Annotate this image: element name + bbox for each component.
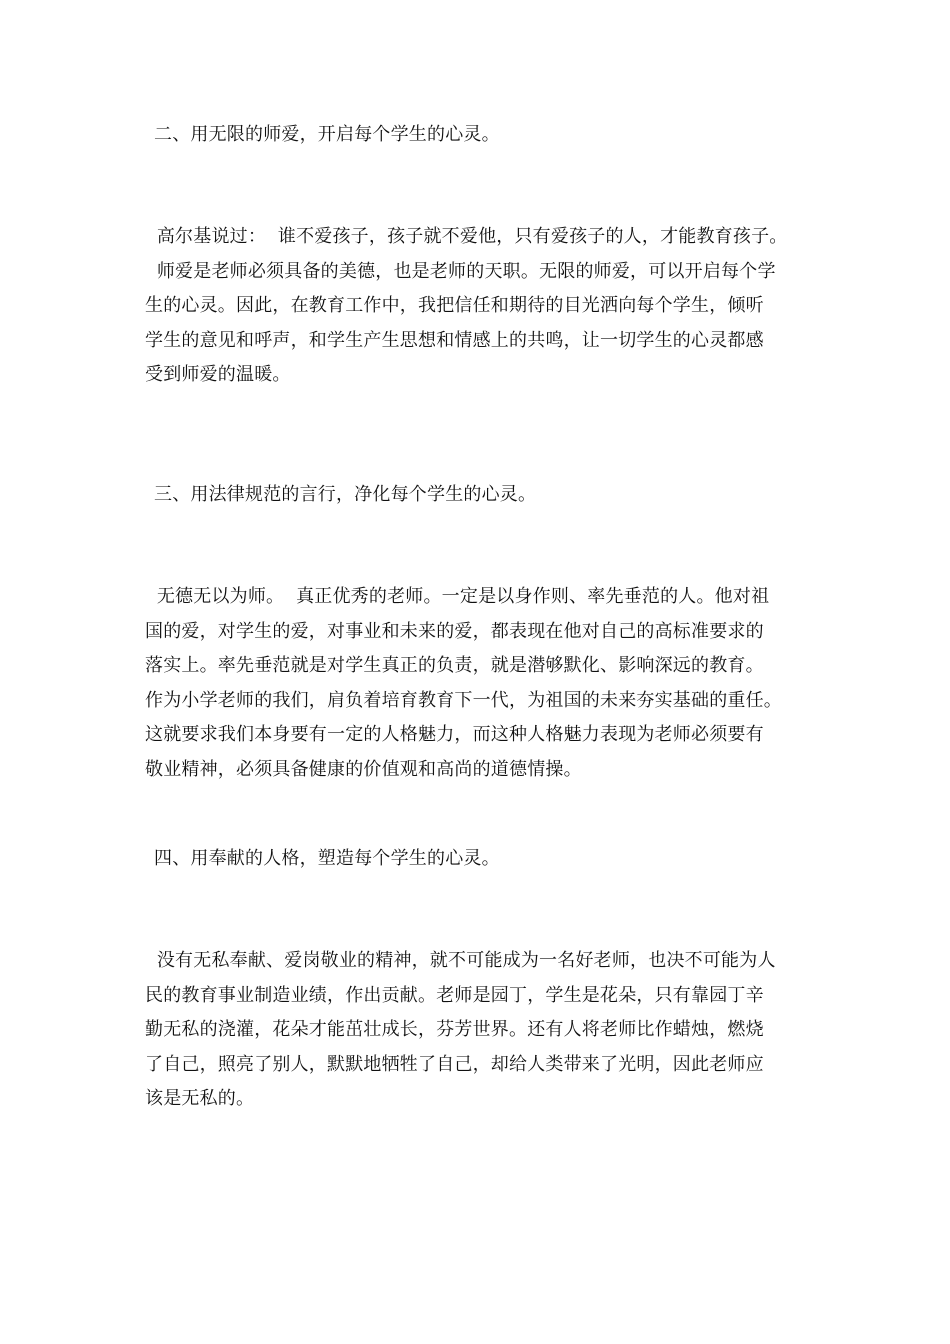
- paragraph-line: 这就要求我们本身要有一定的人格魅力，而这种人格魅力表现为老师必须要有: [145, 724, 764, 745]
- paragraph-line: 高尔基说过： 谁不爱孩子，孩子就不爱他，只有爱孩子的人，才能教育孩子。: [145, 226, 788, 247]
- section-paragraph-3: [145, 580, 815, 787]
- heading-text: 二、用无限的师爱，开启每个学生的心灵。: [154, 124, 500, 145]
- paragraph-line: 勤无私的浇灌，花朵才能茁壮成长，芬芳世界。还有人将老师比作蜡烛，燃烧: [145, 1019, 764, 1040]
- section-paragraph-2: [145, 220, 815, 393]
- paragraph-line: 该是无私的。: [145, 1088, 255, 1109]
- section-heading-4: [145, 842, 824, 877]
- paragraph-line: 没有无私奉献、爱岗敬业的精神，就不可能成为一名好老师，也决不可能为人: [145, 950, 776, 971]
- section-heading-2: [145, 118, 824, 153]
- paragraph-line: 师爱是老师必须具备的美德，也是老师的天职。无限的师爱，可以开启每个学: [145, 260, 776, 282]
- paragraph-line: 学生的意见和呼声，和学生产生思想和情感上的共鸣，让一切学生的心灵都感: [145, 329, 764, 351]
- paragraph-line: 受到师爱的温暖。: [145, 364, 291, 385]
- section-paragraph-4: [145, 944, 815, 1117]
- heading-text: 三、用法律规范的言行，净化每个学生的心灵。: [154, 484, 537, 505]
- paragraph-line: 民的教育事业制造业绩，作出贡献。老师是园丁，学生是花朵，只有靠园丁辛: [145, 984, 764, 1006]
- paragraph-line: 作为小学老师的我们，肩负着培育教育下一代，为祖国的未来夯实基础的重任。: [145, 689, 782, 711]
- paragraph-line: 生的心灵。因此，在教育工作中，我把信任和期待的目光洒向每个学生，倾听: [145, 295, 764, 316]
- paragraph-line: 敬业精神，必须具备健康的价值观和高尚的道德情操。: [145, 758, 582, 780]
- heading-text: 四、用奉献的人格，塑造每个学生的心灵。: [154, 848, 500, 869]
- section-heading-3: [145, 478, 824, 513]
- paragraph-line: 了自己，照亮了别人，默默地牺牲了自己，却给人类带来了光明，因此老师应: [145, 1053, 764, 1075]
- paragraph-line: 国的爱，对学生的爱，对事业和未来的爱，都表现在他对自己的高标准要求的: [145, 620, 764, 642]
- paragraph-line: 无德无以为师。 真正优秀的老师。一定是以身作则、率先垂范的人。他对祖: [145, 586, 770, 607]
- paragraph-line: 落实上。率先垂范就是对学生真正的负责，就是潜够默化、影响深远的教育。: [145, 655, 764, 676]
